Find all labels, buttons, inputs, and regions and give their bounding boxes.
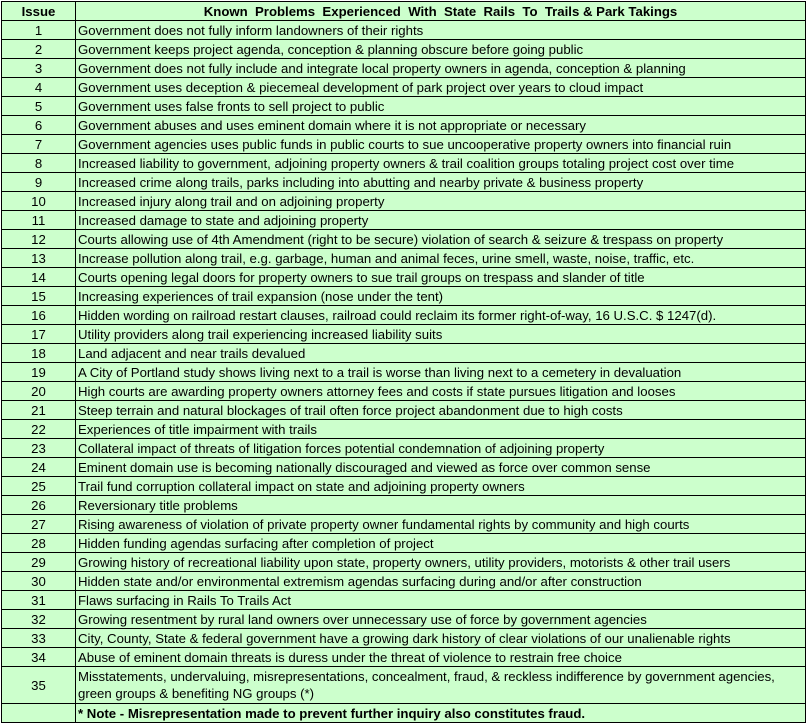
table-row (2, 496, 806, 515)
problem-description: Experiences of title impairment with trails (76, 420, 806, 439)
table-row (2, 154, 806, 173)
problem-description: Trail fund corruption collateral impact on state and adjoining property owners (76, 477, 806, 496)
table-row (2, 591, 806, 610)
problem-description: Reversionary title problems (76, 496, 806, 515)
issue-number: 3 (2, 59, 76, 78)
problem-description: City, County, State & federal government have a growing dark history of clear violations of our unalienable rights (76, 629, 806, 648)
issue-number: 10 (2, 192, 76, 211)
problem-description: Steep terrain and natural blockages of trail often force project abandonment due to high costs (76, 401, 806, 420)
issue-column-header: Issue (2, 2, 76, 21)
issue-number: 23 (2, 439, 76, 458)
problem-description: Increasing experiences of trail expansion (nose under the tent) (76, 287, 806, 306)
issue-number: 21 (2, 401, 76, 420)
table-row (2, 515, 806, 534)
header-row (2, 2, 806, 21)
table-row (2, 667, 806, 704)
table-row (2, 420, 806, 439)
problem-description: Government uses deception & piecemeal development of park project over years to cloud impact (76, 78, 806, 97)
issue-number: 17 (2, 325, 76, 344)
table-row (2, 97, 806, 116)
problem-description: Increased damage to state and adjoining property (76, 211, 806, 230)
problem-description: Government does not fully include and integrate local property owners in agenda, conception & planning (76, 59, 806, 78)
issue-number: 29 (2, 553, 76, 572)
issue-number: 6 (2, 116, 76, 135)
issue-number: 35 (2, 667, 76, 704)
problem-description: Growing history of recreational liability upon state, property owners, utility providers, motorists & other trail users (76, 553, 806, 572)
table-row (2, 401, 806, 420)
table-row (2, 325, 806, 344)
table-row (2, 21, 806, 40)
issue-number: 27 (2, 515, 76, 534)
note-row (2, 704, 806, 723)
table-row (2, 382, 806, 401)
table-row (2, 534, 806, 553)
fraud-note: * Note - Misrepresentation made to prevent further inquiry also constitutes fraud. (76, 704, 806, 723)
problem-description: Collateral impact of threats of litigation forces potential condemnation of adjoining property (76, 439, 806, 458)
problem-column-header: Known Problems Experienced With State Rails To Trails & Park Takings (76, 2, 806, 21)
issue-number: 15 (2, 287, 76, 306)
table-row (2, 116, 806, 135)
issue-number: 30 (2, 572, 76, 591)
issue-number: 7 (2, 135, 76, 154)
issue-number: 14 (2, 268, 76, 287)
problem-description: Abuse of eminent domain threats is duress under the threat of violence to restrain free choice (76, 648, 806, 667)
issue-number: 20 (2, 382, 76, 401)
table-row (2, 135, 806, 154)
issue-number: 24 (2, 458, 76, 477)
table-row (2, 629, 806, 648)
problem-description: Rising awareness of violation of private property owner fundamental rights by community and high courts (76, 515, 806, 534)
issue-number: 8 (2, 154, 76, 173)
table-row (2, 363, 806, 382)
problem-description: Government keeps project agenda, conception & planning obscure before going public (76, 40, 806, 59)
problem-description: Land adjacent and near trails devalued (76, 344, 806, 363)
table-row (2, 192, 806, 211)
table-row (2, 572, 806, 591)
issue-number: 13 (2, 249, 76, 268)
problem-description: Increased liability to government, adjoining property owners & trail coalition groups totaling project cost over time (76, 154, 806, 173)
problem-description: Utility providers along trail experiencing increased liability suits (76, 325, 806, 344)
table-row (2, 40, 806, 59)
problem-description: Government does not fully inform landowners of their rights (76, 21, 806, 40)
issue-number: 31 (2, 591, 76, 610)
issue-number: 33 (2, 629, 76, 648)
issue-number: 34 (2, 648, 76, 667)
table-row (2, 249, 806, 268)
problem-description: Hidden state and/or environmental extremism agendas surfacing during and/or after construction (76, 572, 806, 591)
problem-description: Courts opening legal doors for property owners to sue trail groups on trespass and slander of title (76, 268, 806, 287)
issue-number: 12 (2, 230, 76, 249)
issue-number: 28 (2, 534, 76, 553)
problem-description: Flaws surfacing in Rails To Trails Act (76, 591, 806, 610)
table-row (2, 553, 806, 572)
problem-description: Government abuses and uses eminent domain where it is not appropriate or necessary (76, 116, 806, 135)
issue-number: 25 (2, 477, 76, 496)
problem-description: Growing resentment by rural land owners over unnecessary use of force by government agencies (76, 610, 806, 629)
issue-number: 4 (2, 78, 76, 97)
problem-description: Government agencies uses public funds in public courts to sue uncooperative property owners into financial ruin (76, 135, 806, 154)
table-row (2, 230, 806, 249)
problem-description: Increased crime along trails, parks including into abutting and nearby private & business property (76, 173, 806, 192)
table-row (2, 477, 806, 496)
problems-table (1, 1, 806, 723)
problem-description: Eminent domain use is becoming nationally discouraged and viewed as force over common sense (76, 458, 806, 477)
problem-description: High courts are awarding property owners attorney fees and costs if state pursues litigation and looses (76, 382, 806, 401)
problem-description: Government uses false fronts to sell project to public (76, 97, 806, 116)
table-row (2, 344, 806, 363)
issue-number: 1 (2, 21, 76, 40)
problem-description: Increased injury along trail and on adjoining property (76, 192, 806, 211)
table-row (2, 268, 806, 287)
issue-number: 18 (2, 344, 76, 363)
table-row (2, 211, 806, 230)
problem-description: Courts allowing use of 4th Amendment (right to be secure) violation of search & seizure & trespass on property (76, 230, 806, 249)
table-row (2, 306, 806, 325)
table-row (2, 610, 806, 629)
issue-number: 19 (2, 363, 76, 382)
problem-description: Increase pollution along trail, e.g. garbage, human and animal feces, urine smell, waste, noise, traffic, etc. (76, 249, 806, 268)
problem-description: Misstatements, undervaluing, misrepresentations, concealment, fraud, & reckless indifference by government agencies, green groups & benefiting NG groups (*) (76, 667, 806, 704)
issue-number: 32 (2, 610, 76, 629)
problem-description: A City of Portland study shows living next to a trail is worse than living next to a cemetery in devaluation (76, 363, 806, 382)
table-row (2, 648, 806, 667)
table-row (2, 287, 806, 306)
table-row (2, 173, 806, 192)
table-row (2, 458, 806, 477)
issue-number: 11 (2, 211, 76, 230)
table-row (2, 59, 806, 78)
table-row (2, 78, 806, 97)
issue-number: 16 (2, 306, 76, 325)
issue-number: 9 (2, 173, 76, 192)
problem-description: Hidden wording on railroad restart clauses, railroad could reclaim its former right-of-way, 16 U.S.C. $ 1247(d). (76, 306, 806, 325)
issue-number: 5 (2, 97, 76, 116)
issue-number: 2 (2, 40, 76, 59)
table-row (2, 439, 806, 458)
problem-description: Hidden funding agendas surfacing after completion of project (76, 534, 806, 553)
note-blank-cell (2, 704, 76, 723)
issue-number: 22 (2, 420, 76, 439)
issue-number: 26 (2, 496, 76, 515)
